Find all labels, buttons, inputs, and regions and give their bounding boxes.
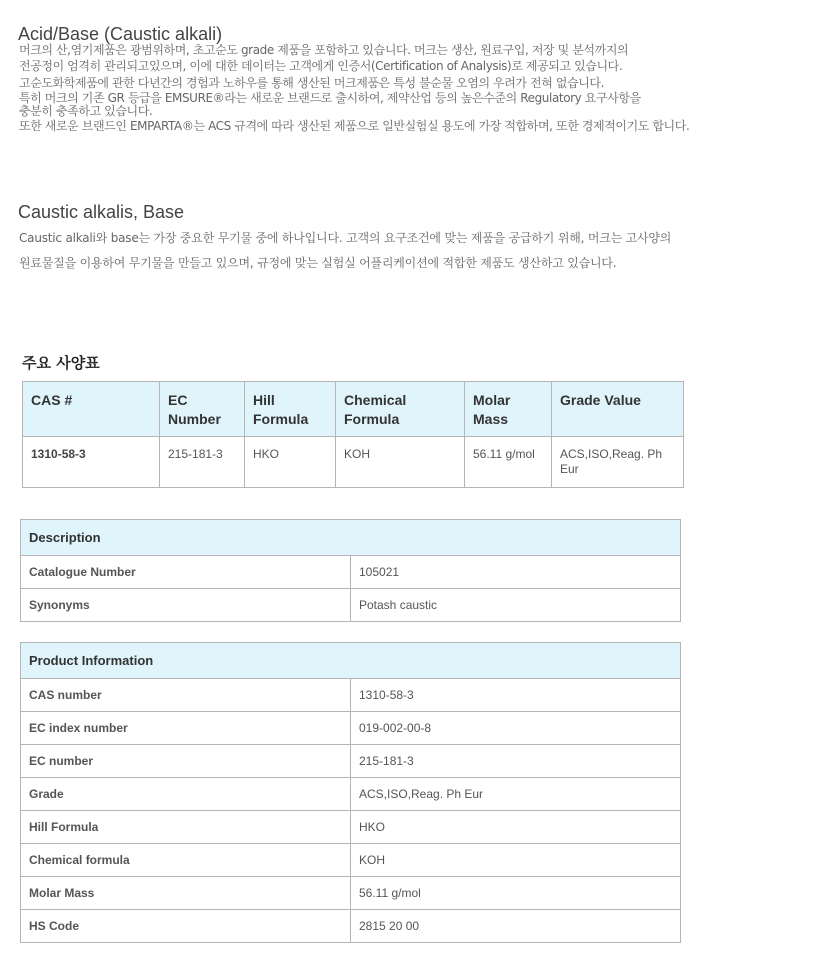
row-value: HKO bbox=[351, 811, 681, 844]
row-value: Potash caustic bbox=[351, 589, 681, 622]
description-table bbox=[20, 519, 681, 622]
table-row bbox=[21, 745, 681, 778]
row-label: HS Code bbox=[21, 910, 351, 943]
spec-header-molar-mass: Molar Mass bbox=[465, 382, 552, 437]
table-row bbox=[21, 556, 681, 589]
acid-base-line-2: 전공정이 엄격히 관리되고있으며, 이에 대한 데이터는 고객에게 인증서(Certification of Analysis)로 제공되고 있습니다. bbox=[19, 59, 623, 73]
spec-cell-grade-value: ACS,ISO,Reag. Ph Eur bbox=[552, 437, 684, 488]
spec-cell-molar-mass: 56.11 g/mol bbox=[465, 437, 552, 488]
spec-header-chemical-formula: Chemical Formula bbox=[336, 382, 465, 437]
table-row bbox=[21, 844, 681, 877]
table-row bbox=[21, 811, 681, 844]
row-label: Chemical formula bbox=[21, 844, 351, 877]
acid-base-line-3: 고순도화학제품에 관한 다년간의 경험과 노하우를 통해 생산된 머크제품은 특성 불순물 오염의 우려가 전혀 없습니다. bbox=[19, 76, 605, 90]
spec-cell-ec-number: 215-181-3 bbox=[160, 437, 245, 488]
row-value: 019-002-00-8 bbox=[351, 712, 681, 745]
row-label: Synonyms bbox=[21, 589, 351, 622]
acid-base-line-1: 머크의 산,염기제품은 광범위하며, 초고순도 grade 제품을 포함하고 있습니다. 머크는 생산, 원료구입, 저장 및 분석까지의 bbox=[19, 43, 629, 57]
spec-row bbox=[23, 437, 684, 488]
caustic-line-1: Caustic alkali와 base는 가장 중요한 무기물 중에 하나입니다. 고객의 요구조건에 맞는 제품을 공급하기 위해, 머크는 고사양의 bbox=[19, 231, 672, 245]
table-row bbox=[21, 778, 681, 811]
row-value: ACS,ISO,Reag. Ph Eur bbox=[351, 778, 681, 811]
spec-header-cas: CAS # bbox=[23, 382, 160, 437]
row-value: 56.11 g/mol bbox=[351, 877, 681, 910]
spec-header-grade-value: Grade Value bbox=[552, 382, 684, 437]
spec-table bbox=[22, 381, 684, 488]
table-row bbox=[21, 877, 681, 910]
product-info-table bbox=[20, 642, 681, 943]
product-info-heading: Product Information bbox=[21, 643, 681, 679]
row-label: CAS number bbox=[21, 679, 351, 712]
spec-heading: 주요 사양표 bbox=[22, 354, 100, 372]
table-row bbox=[21, 679, 681, 712]
acid-base-line-6: 또한 새로운 브랜드인 EMPARTA®는 ACS 규격에 따라 생산된 제품으로 일반실험실 용도에 가장 적합하며, 또한 경제적이기도 합니다. bbox=[19, 119, 690, 133]
row-value: 2815 20 00 bbox=[351, 910, 681, 943]
acid-base-title: Acid/Base (Caustic alkali) bbox=[18, 24, 223, 44]
row-value: 105021 bbox=[351, 556, 681, 589]
spec-header-ec-number: EC Number bbox=[160, 382, 245, 437]
table-row bbox=[21, 712, 681, 745]
acid-base-line-5: 충분히 충족하고 있습니다. bbox=[19, 104, 153, 118]
row-label: Hill Formula bbox=[21, 811, 351, 844]
table-row bbox=[21, 910, 681, 943]
spec-cell-cas: 1310-58-3 bbox=[23, 437, 160, 488]
description-header-row bbox=[21, 520, 681, 556]
row-label: Catalogue Number bbox=[21, 556, 351, 589]
acid-base-line-4: 특히 머크의 기존 GR 등급을 EMSURE®라는 새로운 브랜드로 출시하여, 제약산업 등의 높은수준의 Regulatory 요구사항을 bbox=[19, 91, 641, 105]
caustic-line-2: 원료물질을 이용하여 무기물을 만들고 있으며, 규정에 맞는 실험실 어플리케이션에 적합한 제품도 생산하고 있습니다. bbox=[19, 256, 617, 270]
row-label: Grade bbox=[21, 778, 351, 811]
description-heading: Description bbox=[21, 520, 681, 556]
row-label: Molar Mass bbox=[21, 877, 351, 910]
spec-header-hill-formula: Hill Formula bbox=[245, 382, 336, 437]
row-label: EC index number bbox=[21, 712, 351, 745]
spec-cell-hill-formula: HKO bbox=[245, 437, 336, 488]
product-info-header-row bbox=[21, 643, 681, 679]
caustic-title: Caustic alkalis, Base bbox=[18, 202, 185, 222]
table-row bbox=[21, 589, 681, 622]
row-label: EC number bbox=[21, 745, 351, 778]
row-value: 215-181-3 bbox=[351, 745, 681, 778]
row-value: KOH bbox=[351, 844, 681, 877]
row-value: 1310-58-3 bbox=[351, 679, 681, 712]
spec-cell-chemical-formula: KOH bbox=[336, 437, 465, 488]
spec-header-row bbox=[23, 382, 684, 437]
